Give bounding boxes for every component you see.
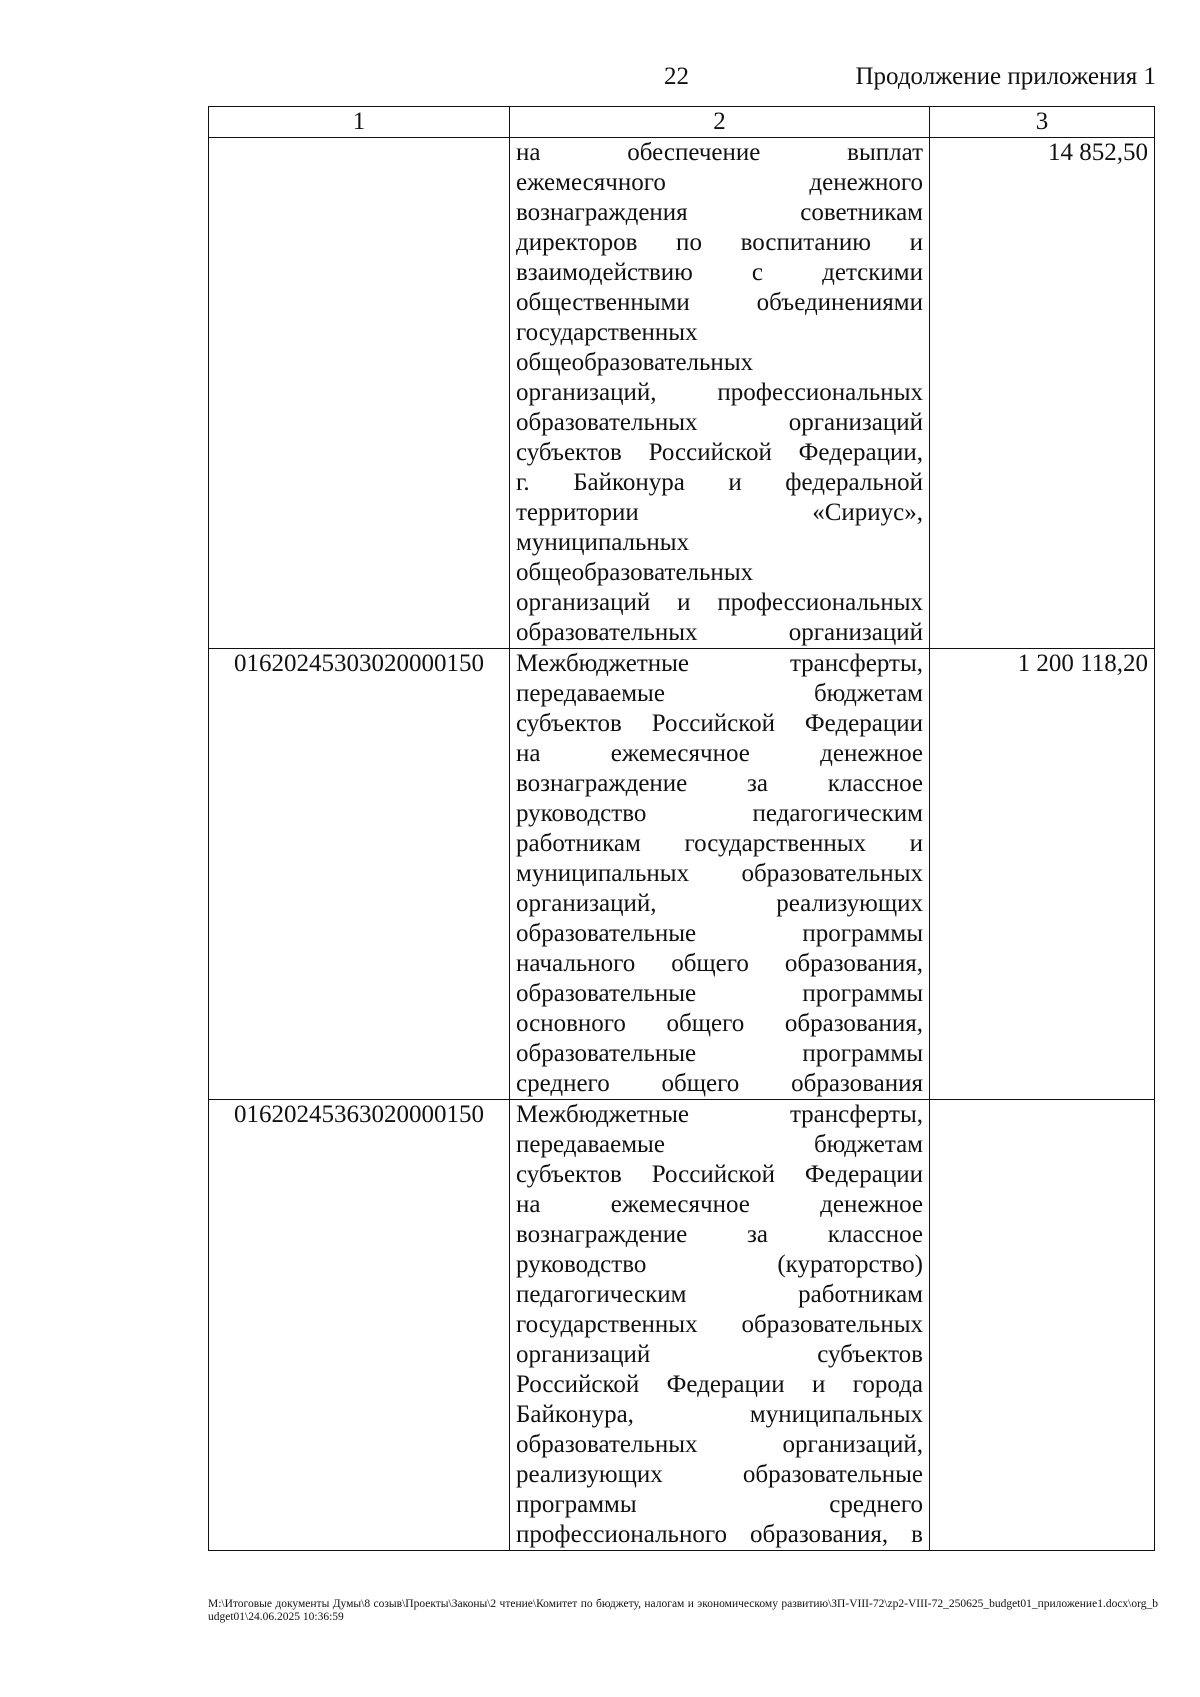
description-line: программы среднего xyxy=(516,1491,923,1518)
description-line: общеобразовательных xyxy=(516,349,754,376)
description-line: на ежемесячное денежное xyxy=(516,740,923,767)
description-cell xyxy=(510,1100,930,1551)
description-line: Байконура, муниципальных xyxy=(516,1401,923,1428)
description-line: на ежемесячное денежное xyxy=(516,1191,923,1218)
description-line: субъектов Российской Федерации xyxy=(516,1161,923,1188)
table-row xyxy=(209,138,1155,649)
description-line: Межбюджетные трансферты, xyxy=(516,1101,923,1128)
column-number-row xyxy=(209,107,1155,138)
description-line: г. Байконура и федеральной xyxy=(516,469,923,496)
description-line: руководство (кураторство) xyxy=(516,1251,923,1278)
budget-code-cell xyxy=(209,138,510,649)
column-number-2: 2 xyxy=(510,107,930,138)
description-line: образовательных организаций, xyxy=(516,1431,923,1458)
description-line: реализующих образовательные xyxy=(516,1461,923,1488)
description-line: общественными объединениями xyxy=(516,289,923,316)
description-line: работникам государственных и xyxy=(516,830,923,857)
description-line: субъектов Российской Федерации, xyxy=(516,439,923,466)
description-line: передаваемые бюджетам xyxy=(516,680,923,707)
table-row xyxy=(209,1100,1155,1551)
description-line: начального общего образования, xyxy=(516,950,923,977)
column-number-1: 1 xyxy=(209,107,510,138)
description-line: вознаграждение за классное xyxy=(516,770,923,797)
description-line: педагогическим работникам xyxy=(516,1281,923,1308)
amount-cell xyxy=(930,1100,1155,1551)
amount-cell: 1 200 118,20 xyxy=(930,649,1155,1100)
description-line: общеобразовательных xyxy=(516,559,754,586)
column-number-3: 3 xyxy=(930,107,1155,138)
description-line: директоров по воспитанию и xyxy=(516,229,923,256)
description-line: организаций и профессиональных xyxy=(516,589,923,616)
file-path-footer: М:\Итоговые документы Думы\8 созыв\Проекты\Законы\2 чтение\Комитет по бюджету, налогам и экономическому развитию\ЗП-VIII-72\zp2-VIII-72_250625_budget01_приложение1.docx\org_budget01\24.06.2025 10:36:59 xyxy=(208,1598,1158,1623)
description-line: образовательных организаций xyxy=(516,619,923,646)
page-number: 22 xyxy=(664,63,689,90)
description-line: муниципальных образовательных xyxy=(516,860,923,887)
description-line: организаций, реализующих xyxy=(516,890,923,917)
description-line: Межбюджетные трансферты, xyxy=(516,650,923,677)
description-line: вознаграждение за классное xyxy=(516,1221,923,1248)
description-cell xyxy=(510,138,930,649)
description-line: муниципальных xyxy=(516,529,690,556)
description-line: государственных xyxy=(516,319,698,346)
description-line: государственных образовательных xyxy=(516,1311,923,1338)
description-line: профессионального образования, в xyxy=(516,1521,923,1548)
description-line: образовательных организаций xyxy=(516,409,923,436)
continuation-heading: Продолжение приложения 1 xyxy=(855,63,1156,90)
description-line: образовательные программы xyxy=(516,920,923,947)
description-line: образовательные программы xyxy=(516,1040,923,1067)
description-line: Российской Федерации и города xyxy=(516,1371,923,1398)
budget-table xyxy=(208,106,1155,1551)
table-row xyxy=(209,649,1155,1100)
description-line: вознаграждения советникам xyxy=(516,199,923,226)
description-line: образовательные программы xyxy=(516,980,923,1007)
description-line: передаваемые бюджетам xyxy=(516,1131,923,1158)
description-line: организаций субъектов xyxy=(516,1341,923,1368)
budget-code-cell: 01620245303020000150 xyxy=(209,649,510,1100)
description-line: среднего общего образования xyxy=(516,1070,923,1097)
description-line: взаимодействию с детскими xyxy=(516,259,923,286)
budget-code-cell: 01620245363020000150 xyxy=(209,1100,510,1551)
description-line: руководство педагогическим xyxy=(516,800,923,827)
description-line: основного общего образования, xyxy=(516,1010,923,1037)
description-line: на обеспечение выплат xyxy=(516,139,923,166)
description-cell xyxy=(510,649,930,1100)
amount-cell: 14 852,50 xyxy=(930,138,1155,649)
description-line: ежемесячного денежного xyxy=(516,169,923,196)
description-line: территории «Сириус», xyxy=(516,499,923,526)
description-line: организаций, профессиональных xyxy=(516,379,923,406)
description-line: субъектов Российской Федерации xyxy=(516,710,923,737)
